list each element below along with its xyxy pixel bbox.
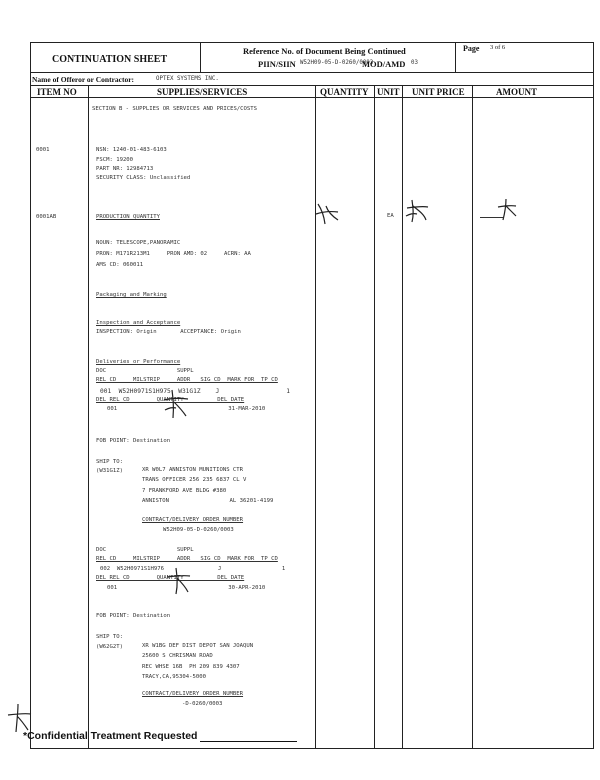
confidential-notice: *Confidential Treatment Requested [23,730,198,742]
inspection-heading: Inspection and Acceptance [96,320,181,326]
delivery1-ship-to: SHIP TO: [96,459,123,465]
header-vline-2 [455,42,456,73]
section-heading: SECTION B - SUPPLIES OR SERVICES AND PRICES/COSTS [92,106,258,112]
page-of: of [494,44,501,51]
col-header-quantity: QUANTITY [320,87,369,97]
delivery2-row-2: 001 30-APR-2010 [107,585,266,591]
redaction-mark-delivery1-icon [160,388,190,420]
offeror-divider [30,85,593,86]
delivery1-row-2: 001 31-MAR-2010 [107,406,266,412]
col-line-supplies [315,85,316,748]
item-fscm: FSCM: 19200 [96,157,134,163]
delivery2-address-3: REC WHSE 16B PH 209 839 4307 [142,664,240,670]
col-line-unit [402,85,403,748]
page-label: Page [463,44,480,53]
packaging-heading: Packaging and Marking [96,292,167,298]
inspection-line: INSPECTION: Origin ACCEPTANCE: Origin [96,329,241,335]
delivery1-header-1: DOC SUPPL [96,368,194,374]
production-quantity-title: PRODUCTION QUANTITY [96,214,160,220]
mod-value: 03 [411,60,418,66]
col-line-unitprice [472,85,473,748]
page-total: 6 [501,44,506,51]
redaction-mark-delivery2-icon [164,566,192,596]
delivery1-ship-code: (W31G1Z) [96,468,123,474]
item-number-0001: 0001 [36,147,50,153]
offeror-label: Name of Offeror or Contractor: [32,75,135,84]
pron-line: PRON: M171R213M1 PRON AMD: 02 ACRN: AA [96,251,251,257]
page-indicator [490,44,505,51]
item-security-class: SECURITY CLASS: Unclassified [96,175,191,181]
delivery2-address-4: TRACY,CA,95304-5000 [142,674,206,680]
delivery2-order-label: CONTRACT/DELIVERY ORDER NUMBER [142,691,244,697]
col-header-item-no: ITEM NO [37,87,77,97]
delivery1-header-2: REL CD MILSTRIP ADDR SIG CD MARK FOR TP CD [96,377,278,383]
delivery1-order-value: W52H09-05-D-0260/0003 [163,527,234,533]
col-header-amount: AMOUNT [496,87,537,97]
page-number: 3 [490,44,494,51]
reference-title: Reference No. of Document Being Continued [243,46,406,56]
delivery2-header-1: DOC SUPPL [96,547,194,553]
col-line-quantity [374,85,375,748]
item-nsn: NSN: 1240-01-483-6103 [96,147,167,153]
header-divider [30,72,593,73]
noun: NOUN: TELESCOPE,PANORAMIC [96,240,181,246]
deliveries-heading: Deliveries or Performance [96,359,181,365]
col-header-unit: UNIT [377,87,400,97]
delivery2-row: 002 W52H0971S1H976 J 1 [100,566,286,572]
delivery2-ship-code: (W62G2T) [96,644,123,650]
redaction-mark-amount-icon [494,196,520,222]
delivery2-header-2: REL CD MILSTRIP ADDR SIG CD MARK FOR TP CD [96,556,278,562]
delivery2-address-1: XR W1BG DEF DIST DEPOT SAN JOAQUN [142,643,254,649]
redaction-mark-unit-price-icon [404,196,432,224]
delivery2-ship-to: SHIP TO: [96,634,123,640]
delivery1-address-3: 7 FRANKFORD AVE BLDG #380 [142,488,227,494]
delivery1-header-3: DEL REL CD QUANTITY DEL DATE [96,397,245,403]
col-header-unit-price: UNIT PRICE [412,87,465,97]
ams-code: AMS CD: 060011 [96,262,144,268]
column-header-divider [30,97,593,98]
offeror-value: OPTEX SYSTEMS INC. [156,76,219,82]
item-number-0001ab: 0001AB [36,214,57,220]
delivery1-address-4: ANNISTON AL 36201-4199 [142,498,274,504]
piin-label: PIIN/SIIN [258,59,296,69]
delivery1-order-label: CONTRACT/DELIVERY ORDER NUMBER [142,517,244,523]
mod-label: MOD/AMD [362,59,406,69]
delivery1-address-1: XR W0L7 ANNISTON MUNITIONS CTR [142,467,244,473]
confidential-signature-line [200,741,297,742]
col-header-supplies: SUPPLIES/SERVICES [157,87,248,97]
unit-value: EA [387,213,394,219]
piin-value: W52H09-05-D-0260/0003 [300,60,374,66]
delivery1-address-2: TRANS OFFICER 256 235 6837 CL V [142,477,247,483]
redaction-mark-quantity-icon [312,200,342,226]
header-vline-1 [200,42,201,73]
item-part-number: PART NR: 12984713 [96,166,154,172]
delivery2-header-3: DEL REL CD QUANTITY DEL DATE [96,575,245,581]
col-line-item [88,85,89,748]
delivery2-order-value: -D-0260/0003 [182,701,223,707]
delivery1-row: 001 W52H0971S1H975 W31G1Z J 1 [100,388,290,395]
delivery2-fob: FOB POINT: Destination [96,613,171,619]
delivery2-address-2: 25600 S CHRISMAN ROAD [142,653,213,659]
sheet-title: CONTINUATION SHEET [52,54,168,65]
delivery1-fob: FOB POINT: Destination [96,438,171,444]
